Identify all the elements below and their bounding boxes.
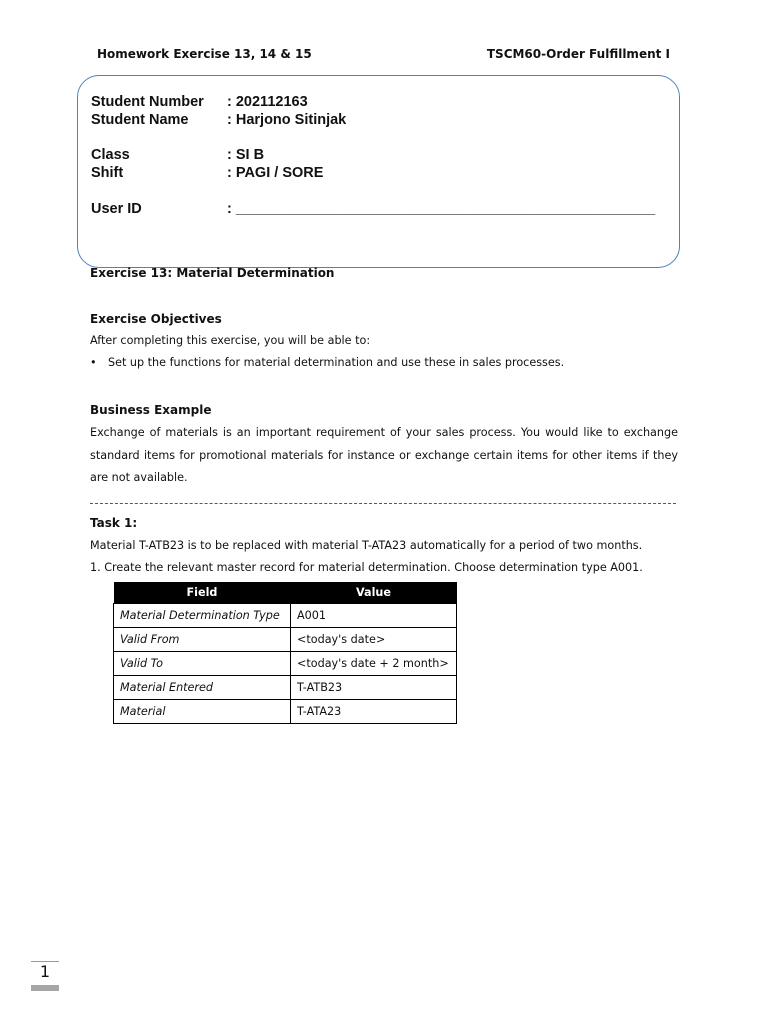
business-example-heading: Business Example xyxy=(90,403,212,417)
table-cell-field: Valid To xyxy=(114,652,291,676)
table-header-field: Field xyxy=(114,582,291,604)
info-value: : SI B xyxy=(227,147,265,163)
info-label: Student Number xyxy=(91,94,204,110)
table-cell-value: T-ATA23 xyxy=(291,700,457,724)
dashed-divider xyxy=(90,503,676,504)
student-name-row xyxy=(91,112,346,128)
bullet-icon: • xyxy=(90,356,97,369)
table-cell-field: Valid From xyxy=(114,628,291,652)
info-label: Shift xyxy=(91,165,124,181)
table-cell-value: <today's date> xyxy=(291,628,457,652)
table-cell-field: Material Entered xyxy=(114,676,291,700)
table-row xyxy=(114,676,457,700)
page-number: 1 xyxy=(39,962,51,981)
info-value: : PAGI / SORE xyxy=(227,165,324,181)
info-value: : 202112163 xyxy=(227,94,308,110)
table-cell-field: Material xyxy=(114,700,291,724)
exercise-title: Exercise 13: Material Determination xyxy=(90,266,335,280)
shift-row xyxy=(91,165,323,181)
objectives-intro: After completing this exercise, you will be able to: xyxy=(90,334,371,347)
task-step: 1. Create the relevant master record for material determination. Choose determination type A001. xyxy=(90,561,643,574)
table-row xyxy=(114,628,457,652)
student-number-row xyxy=(91,94,308,110)
info-value: : Harjono Sitinjak xyxy=(227,112,347,128)
header-right: TSCM60-Order Fulfillment I xyxy=(486,47,670,61)
table-header-value: Value xyxy=(291,582,457,604)
task-text: Material T-ATB23 is to be replaced with material T-ATA23 automatically for a period of two months. xyxy=(90,539,643,552)
user-id-row xyxy=(91,201,655,217)
table-cell-field: Material Determination Type xyxy=(114,604,291,628)
objective-bullet xyxy=(90,356,564,369)
task-heading: Task 1: xyxy=(90,516,138,530)
field-value-table xyxy=(113,582,457,724)
info-label: Student Name xyxy=(91,112,189,128)
table-row xyxy=(114,604,457,628)
objective-bullet-text: Set up the functions for material determination and use these in sales processes. xyxy=(108,356,565,369)
table-row xyxy=(114,652,457,676)
table-cell-value: A001 xyxy=(291,604,457,628)
objectives-heading: Exercise Objectives xyxy=(90,312,222,326)
page-number-bar xyxy=(31,985,59,991)
table-cell-value: T-ATB23 xyxy=(291,676,457,700)
table-row xyxy=(114,700,457,724)
table-cell-value: <today's date + 2 month> xyxy=(291,652,457,676)
class-row xyxy=(91,147,264,163)
info-label: Class xyxy=(91,147,130,163)
info-value: : ____________________________________________________ xyxy=(227,201,656,217)
header-left: Homework Exercise 13, 14 & 15 xyxy=(97,47,312,61)
info-label: User ID xyxy=(91,201,142,217)
business-example-text: Exchange of materials is an important requirement of your sales process. You would like to exchange standard items for promotional materials for instance or exchange certain items for other items if they are not available. xyxy=(90,426,678,484)
